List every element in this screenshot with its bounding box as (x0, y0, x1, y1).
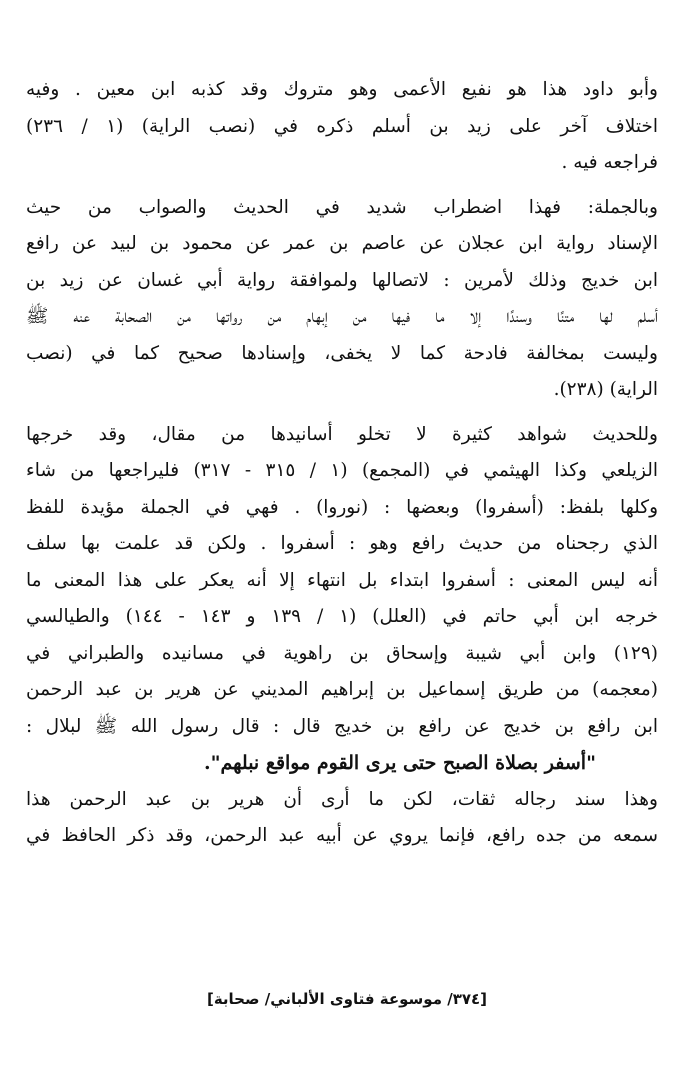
text-line: اختلاف آخر على زيد بن أسلم ذكره في (نصب الراية) (١ / ٢٣٦) (26, 115, 658, 137)
body-text (26, 72, 658, 855)
text-line: سمعه من جده رافع، فإنما يروي عن أبيه عبد الرحمن، وقد ذكر الحافظ في (26, 825, 658, 846)
text-line: وكلها بلفظ: (أسفروا) وبعضها : (نوروا) . فهي في الجملة مؤيدة للفظ (26, 496, 658, 518)
text-line: وللحديث شواهد كثيرة لا تخلو أسانيدها من مقال، وقد خرجها (26, 423, 658, 445)
text-line: أسلم لها متنًا وسندًا إلا ما فيها من إبهام من رواتها من الصحابة عنه ﷺ (26, 306, 658, 327)
text-line: الذي رجحناه من حديث رافع وهو : أسفروا . ولكن قد علمت بها سلف (26, 533, 658, 554)
text-line: ابن خديج وذلك لأمرين : لاتصالها ولموافقة رواية أبي غسان عن زيد بن (26, 269, 658, 291)
text-line: الراية) (٢٣٨). (553, 379, 658, 400)
text-line: الإسناد رواية ابن عجلان عن عاصم بن عمر عن محمود بن لبيد عن رافع (26, 233, 658, 254)
hadith-quote: "أسفر بصلاة الصبح حتى يرى القوم مواقع نبلهم". (203, 752, 596, 774)
text-line: وبالجملة: فهذا اضطراب شديد في الحديث والصواب من حيث (26, 196, 658, 218)
text-line: أنه ليس المعنى : أسفروا ابتداء بل انتهاء إلا أنه يعكر على هذا المعنى ما (26, 569, 658, 591)
paragraph-3 (26, 417, 658, 782)
text-line: خرجه ابن أبي حاتم في (العلل) (١ / ١٣٩ و ١٤٣ - ١٤٤) والطيالسي (26, 606, 658, 627)
text-line: وهذا سند رجاله ثقات، لكن ما أرى أن هرير بن عبد الرحمن هذا (26, 788, 658, 810)
text-line: (معجمه) من طريق إسماعيل بن إبراهيم المديني عن هرير بن عبد الرحمن (26, 679, 658, 700)
text-line: الزيلعي وكذا الهيثمي في (المجمع) (١ / ٣١٥ - ٣١٧) فليراجعها من شاء (26, 460, 658, 481)
text-line: ابن رافع بن خديج عن رافع بن خديج قال : قال رسول الله ﷺ لبلال : (26, 715, 658, 737)
text-line: فراجعه فيه . (561, 152, 658, 173)
text-line: وأبو داود هذا هو نفيع الأعمى وهو متروك وقد كذبه ابن معين . وفيه (26, 79, 658, 100)
page-footer: [٣٧٤/ موسوعة فتاوى الألباني/ صحابة] (206, 990, 488, 1008)
paragraph-2 (26, 190, 658, 409)
text-line: (١٢٩) وابن أبي شيبة وإسحاق بن راهوية في مسانيده والطبراني في (26, 642, 658, 664)
text-line: وليست بمخالفة فادحة كما لا يخفى، وإسنادها صحيح كما في (نصب (26, 342, 658, 364)
paragraph-1 (26, 72, 658, 182)
paragraph-4 (26, 782, 658, 855)
